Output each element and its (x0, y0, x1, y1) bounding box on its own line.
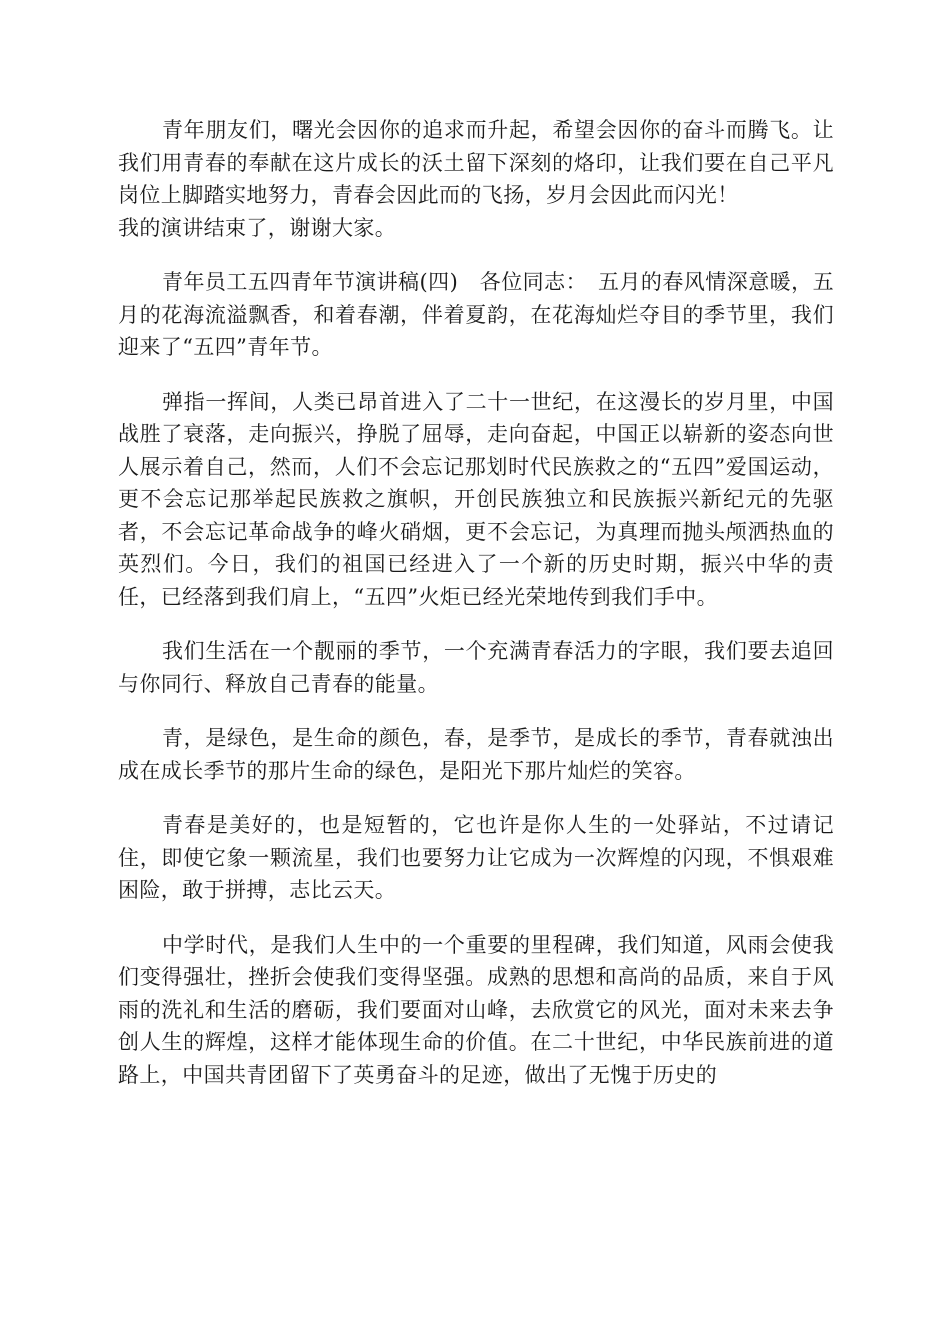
paragraph-gap (118, 613, 834, 635)
paragraph-speech-four-intro: 青年员工五四青年节演讲稿(四) 各位同志： 五月的春风情深意暖，五月的花海流溢飘香，和着春潮，伴着夏韵，在花海灿烂夺目的季节里，我们迎来了“五四”青年节。 (118, 270, 834, 359)
paragraph-gap (118, 700, 834, 722)
paragraph-youth-beauty: 青春是美好的，也是短暂的，它也许是你人生的一处驿站，不过请记住，即使它象一颗流星，我们也要努力让它成为一次辉煌的闪现，不惧艰难困险，敢于拼搏，志比云天。 (118, 813, 834, 902)
paragraph-season: 我们生活在一个靓丽的季节，一个充满青春活力的字眼，我们要去追回与你同行、释放自己青春的能量。 (118, 639, 834, 696)
document-body (118, 114, 834, 1091)
paragraph-middle-school: 中学时代，是我们人生中的一个重要的里程碑，我们知道，风雨会使我们变得强壮，挫折会使我们变得坚强。成熟的思想和高尚的品质，来自于风雨的洗礼和生活的磨砺，我们要面对山峰，去欣赏它的风光，面对未来去争创人生的辉煌，这样才能体现生命的价值。在二十世纪，中华民族前进的道路上，中国共青团留下了英勇奋斗的足迹，做出了无愧于历史的 (118, 932, 834, 1087)
paragraph-history: 弹指一挥间，人类已昂首进入了二十一世纪，在这漫长的岁月里，中国战胜了衰落，走向振兴，挣脱了屈辱，走向奋起，中国正以崭新的姿态向世人展示着自己，然而，人们不会忘记那划时代民族救之的“五四”爱国运动，更不会忘记那举起民族救之旗帜，开创民族独立和民族振兴新纪元的先驱者，不会忘记革命战争的峰火硝烟，更不会忘记，为真理而抛头颅洒热血的英烈们。今日，我们的祖国已经进入了一个新的历史时期，振兴中华的责任，已经落到我们肩上，“五四”火炬已经光荣地传到我们手中。 (118, 389, 834, 609)
paragraph-closing-appeal: 青年朋友们，曙光会因你的追求而升起，希望会因你的奋斗而腾飞。让我们用青春的奉献在这片成长的沃土留下深刻的烙印，让我们要在自己平凡岗位上脚踏实地努力，青春会因此而的飞扬，岁月会因此而闪光！ (118, 118, 834, 207)
paragraph-gap (118, 787, 834, 809)
paragraph-green: 青，是绿色，是生命的颜色，春，是季节，是成长的季节，青春就浊出成在成长季节的那片生命的绿色，是阳光下那片灿烂的笑容。 (118, 726, 834, 783)
paragraph-gap (118, 244, 834, 266)
paragraph-gap (118, 364, 834, 386)
paragraph-gap (118, 907, 834, 929)
paragraph-speech-end: 我的演讲结束了，谢谢大家。 (118, 215, 397, 240)
